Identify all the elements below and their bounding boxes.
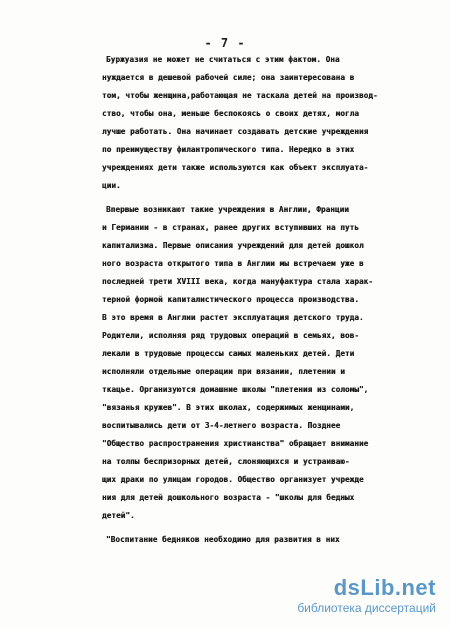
text-line: ство, чтобы она, меньше беспокоясь о своих детях, могла xyxy=(102,109,359,118)
text-line: на толпы беспризорных детей, слоняющихся и устраиваю- xyxy=(102,457,350,466)
text-line: ткацье. Организуются домашние школы "плетения из соломы", xyxy=(102,385,369,394)
text-line: нуждается в дешевой рабочей силе; она заинтересована в xyxy=(102,73,355,82)
body-text xyxy=(102,51,432,549)
text-line: "Воспитание бедняков необходимо для развития в них xyxy=(106,535,340,544)
text-line: ния для детей дошкольного возраста - "школы для бедных xyxy=(102,493,355,502)
watermark-tagline: библиотека диссертаций xyxy=(297,601,436,615)
watermark-brand: dsLib.net xyxy=(333,575,436,600)
paragraph-2 xyxy=(102,201,432,525)
text-line: "вязанья кружев". В этих школах, содержимых женщинами, xyxy=(102,403,355,412)
paragraph-3 xyxy=(102,531,432,549)
paragraph-1 xyxy=(102,51,432,195)
page-number: - 7 - xyxy=(204,36,246,50)
text-line: том, чтобы женщина,работающая не таскала детей на производ- xyxy=(102,91,378,100)
text-line: и Германии - в странах, ранее других вступивших на путь xyxy=(102,223,359,232)
text-line: по преимуществу филантропического типа. Нередко в этих xyxy=(102,145,355,154)
text-line: терной формой капиталистического процесса производства. xyxy=(102,295,359,304)
text-line: детей". xyxy=(102,511,135,520)
text-line: учреждениях дети также используются как объект эксплуата- xyxy=(102,163,369,172)
text-line: капитализма. Первые описания учреждений для детей дошкол xyxy=(102,241,364,250)
text-line: Впервые возникают такие учреждения в Англии, Франции xyxy=(106,205,349,214)
text-line: воспитывались дети от 3-4-летнего возраста. Позднее xyxy=(102,421,341,430)
text-line: исполняли отдельные операции при вязании, плетении и xyxy=(102,367,345,376)
text-line: Буржуазия не может не считаться с этим фактом. Она xyxy=(106,55,340,64)
text-line: лекали в трудовые процессы самых маленьких детей. Дети xyxy=(102,349,355,358)
text-line: Родители, исполняя ряд трудовых операций в семьях, вов- xyxy=(102,331,359,340)
text-line: ции. xyxy=(102,181,121,190)
text-line: В это время в Англии растет эксплуатация детского труда. xyxy=(102,313,364,322)
text-line: "Общество распространения христианства" обращает внимание xyxy=(102,439,369,448)
watermark-logo xyxy=(297,577,436,615)
text-line: щих драки по улицам городов. Общество организует учрежде xyxy=(102,475,364,484)
text-line: последней трети XVIII века, когда мануфактура стала харак- xyxy=(102,277,373,286)
text-line: лучше работать. Она начинает создавать детские учреждения xyxy=(102,127,369,136)
text-line: ного возраста открытого типа в Англии мы встречаем уже в xyxy=(102,259,364,268)
